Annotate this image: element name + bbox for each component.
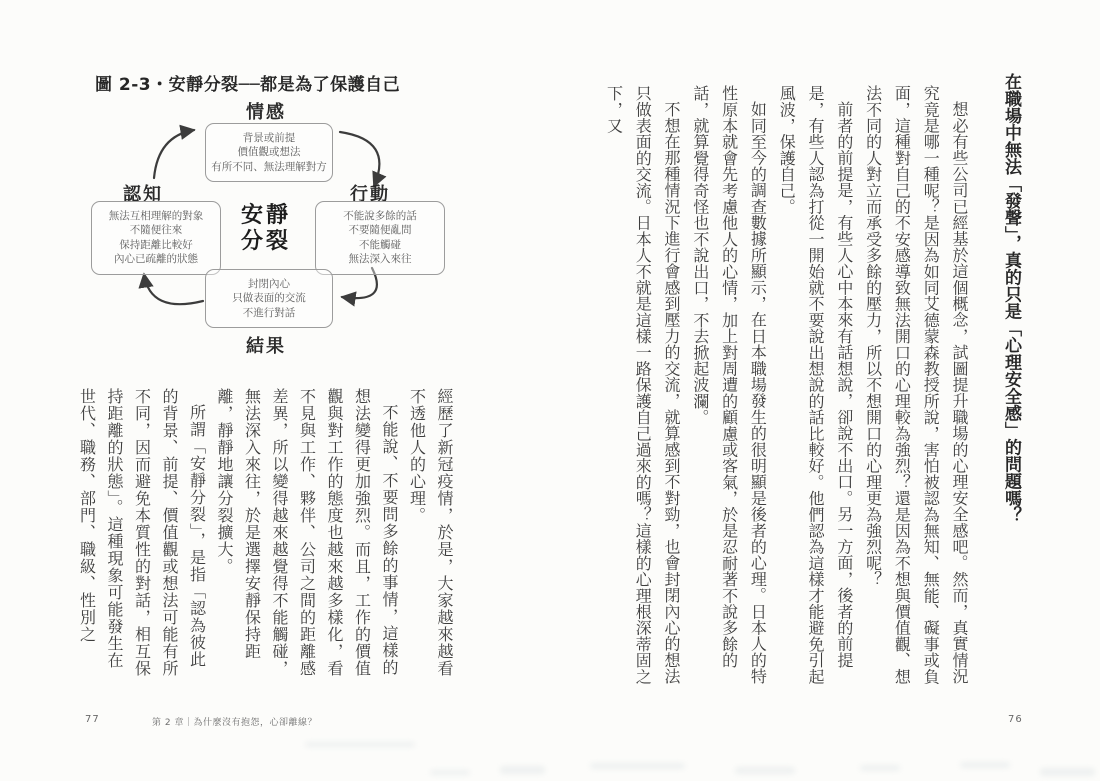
- list-item: 不想在那種情況下進行會感到壓力的交流，就算感到不對勁，也會封閉內心的想法只做表面的交流。日本人不就是這樣一路保護自己過來的嗎？這樣的心理根深蒂固之下，又: [604, 85, 682, 685]
- list-item: 不能說多餘的話: [343, 210, 417, 222]
- list-item: 前者的前提是，有些人心中本來有話想說，卻說不出口。另一方面，後者的前提是，有些人認為打從一開始就不要說出想說的話比較好。他們認為這樣才能避免引起風波，保護自己。: [777, 85, 854, 685]
- list-item: 不隨便往來: [129, 224, 183, 237]
- list-item: 保持距離比較好: [119, 238, 193, 251]
- arrow-result-to-cognition: [144, 274, 203, 304]
- list-item: 不能說、不要問多餘的事情，這樣的想法變得更加強烈。而且，工作的價值觀與對工作的態度也越來越多樣化，看不見與工作、夥伴、公司之間的距離感差異，所以變得越來越覺得不能觸碰，無法深入來往，於是選擇安靜保持距離，靜靜地讓分裂擴大。: [215, 388, 399, 677]
- cognition-box: [91, 201, 221, 275]
- list-item: 價值觀或想法: [237, 146, 301, 159]
- center-title: [226, 203, 306, 256]
- arrow-emotion-to-action: [340, 132, 379, 186]
- list-item: 內心已疏離的狀態: [114, 253, 198, 266]
- list-item: 無法深入來往: [348, 253, 412, 266]
- list-item: 只做表面的交流: [232, 292, 306, 305]
- cognition-label: 認知: [123, 184, 163, 205]
- section-heading: 在職場中無法「發聲」，真的只是「心理安全感」的問題嗎？: [1001, 73, 1021, 524]
- list-item: 有所不同、無法理解對方: [211, 160, 327, 173]
- list-item: 不進行對話: [242, 306, 296, 319]
- emotion-label: 情感: [246, 102, 286, 123]
- left-body-text: [70, 388, 458, 682]
- figure-title: 圖 2-3・安靜分裂──都是為了保護自己: [95, 75, 401, 95]
- right-body-text: [604, 85, 973, 697]
- action-box: [315, 201, 445, 275]
- action-label: 行動: [350, 184, 390, 205]
- list-item: 所謂「安靜分裂」，是指「認為彼此的背景、前提、價值觀或想法可能有所不同，因而避免本質性的對話，相互保持距離的狀態」。這種現象可能發生在世代、職務、部門、職級、性別之: [77, 388, 207, 677]
- center-title-line1: 安靜: [240, 203, 291, 228]
- emotion-box: [205, 123, 333, 182]
- list-item: 背景或前提: [242, 132, 296, 144]
- list-item: 封閉內心: [248, 278, 290, 290]
- right-page-number: 76: [1008, 714, 1023, 725]
- result-box: [205, 269, 333, 328]
- list-item: 無法互相理解的對象: [108, 210, 204, 222]
- list-item: 不要隨便亂問: [348, 224, 412, 237]
- list-item: 不能觸碰: [359, 238, 401, 251]
- left-page-number: 77: [85, 714, 100, 725]
- figure-diagram: [88, 98, 508, 364]
- arrow-cognition-to-emotion: [154, 130, 194, 178]
- center-title-line2: 分裂: [240, 229, 291, 255]
- chapter-footer: 第 2 章｜為什麼沒有抱怨，心卻離線？: [152, 718, 317, 728]
- list-item: 如同至今的調查數據所顯示，在日本職場發生的很明顯是後者的心理。日本人的特性原本就會先考慮他人的心情，加上對周遭的顧慮或客氣，於是忍耐著不說多餘的話，就算覺得奇怪也不說出口，不去掀起波瀾。: [690, 85, 768, 685]
- result-label: 結果: [246, 336, 286, 357]
- list-item: 想必有些公司已經基於這個概念，試圖提升職場的心理安全感吧。然而，真實情況究竟是哪一種呢？是因為如同艾德蒙森教授所說，害怕被認為無知、無能、礙事或負面，這種對自己的不安感導致無法開口的心理較為強烈？還是因為不想與價值觀、想法不同的人對立而承受多餘的壓力，所以不想開口的心理更為強烈呢？: [863, 85, 969, 685]
- list-item: 經歷了新冠疫情，於是，大家越來越看不透他人的心理。: [407, 388, 454, 677]
